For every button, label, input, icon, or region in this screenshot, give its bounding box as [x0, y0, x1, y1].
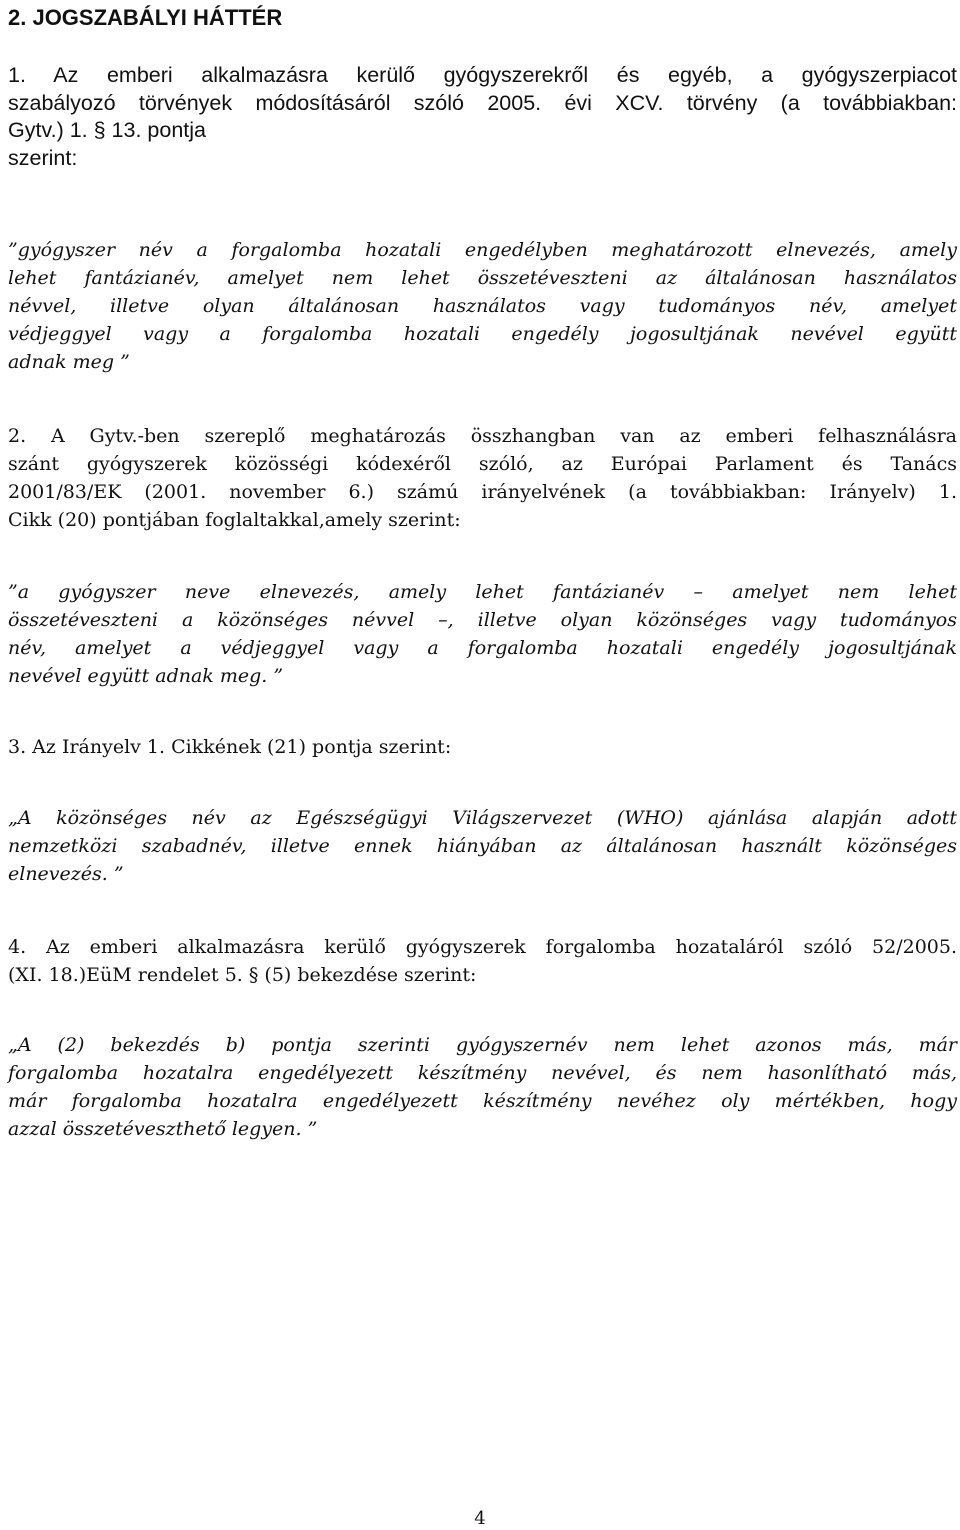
quote-1-line: lehet fantázianév, amelyet nem lehet összetéveszteni az általánosan használatos	[8, 267, 957, 289]
section-heading: 2. JOGSZABÁLYI HÁTTÉR	[8, 5, 283, 30]
quote-4-line: már forgalomba hozatalra engedélyezett készítmény nevéhez oly mértékben, hogy	[8, 1090, 957, 1112]
quote-3	[8, 804, 957, 888]
paragraph-4	[8, 933, 957, 989]
page-number: 4	[474, 1508, 486, 1529]
quote-1-line: adnak meg ”	[8, 351, 130, 373]
quote-4	[8, 1031, 957, 1143]
quote-1-line: ”gyógyszer név a forgalomba hozatali engedélyben meghatározott elnevezés, amely	[8, 239, 957, 261]
quote-2-line: összetéveszteni a közönséges névvel –, illetve olyan közönséges vagy tudományos	[8, 609, 957, 631]
quote-1	[8, 236, 957, 376]
quote-2-line: név, amelyet a védjeggyel vagy a forgalomba hozatali engedély jogosultjának	[8, 637, 957, 659]
quote-2-line: nevével együtt adnak meg. ”	[8, 665, 284, 687]
quote-3-line: „A közönséges név az Egészségügyi Világszervezet (WHO) ajánlása alapján adott	[8, 807, 957, 829]
quote-4-line: „A (2) bekezdés b) pontja szerinti gyógyszernév nem lehet azonos más, már	[8, 1034, 957, 1056]
paragraph-2-line: szánt gyógyszerek közösségi kódexéről szóló, az Európai Parlament és Tanács	[8, 453, 957, 475]
quote-2	[8, 578, 957, 690]
quote-4-line: azzal összetéveszthető legyen. ”	[8, 1118, 318, 1140]
quote-3-line: nemzetközi szabadnév, illetve ennek hiányában az általánosan használt közönséges	[8, 835, 957, 857]
paragraph-3	[8, 733, 957, 761]
paragraph-3-line: 3. Az Irányelv 1. Cikkének (21) pontja szerint:	[8, 736, 452, 758]
quote-1-line: védjeggyel vagy a forgalomba hozatali engedély jogosultjának nevével együtt	[8, 323, 957, 345]
quote-1-line: névvel, illetve olyan általánosan használatos vagy tudományos név, amelyet	[8, 295, 957, 317]
paragraph-2	[8, 422, 957, 534]
quote-2-line: ”a gyógyszer neve elnevezés, amely lehet fantázianév – amelyet nem lehet	[8, 581, 957, 603]
paragraph-1-line: szerint:	[8, 145, 78, 170]
paragraph-2-line: 2. A Gytv.-ben szereplő meghatározás összhangban van az emberi felhasználásra	[8, 425, 957, 447]
paragraph-1-line: szabályozó törvények módosításáról szóló 2005. évi XCV. törvény (a továbbiakban:	[8, 90, 957, 115]
quote-4-line: forgalomba hozatalra engedélyezett készítmény nevével, és nem hasonlítható más,	[8, 1062, 957, 1084]
paragraph-2-line: 2001/83/EK (2001. november 6.) számú irányelvének (a továbbiakban: Irányelv) 1.	[8, 481, 957, 503]
paragraph-1-line: Gytv.) 1. § 13. pontja	[8, 118, 206, 142]
paragraph-1-line: 1. Az emberi alkalmazásra kerülő gyógyszerekről és egyéb, a gyógyszerpiacot	[8, 63, 957, 87]
paragraph-4-line: 4. Az emberi alkalmazásra kerülő gyógyszerek forgalomba hozataláról szóló 52/2005.	[8, 936, 957, 958]
paragraph-4-line: (XI. 18.)EüM rendelet 5. § (5) bekezdése szerint:	[8, 964, 477, 986]
quote-3-line: elnevezés. ”	[8, 863, 124, 885]
paragraph-2-line: Cikk (20) pontjában foglaltakkal,amely szerint:	[8, 509, 461, 531]
paragraph-1	[8, 62, 957, 172]
